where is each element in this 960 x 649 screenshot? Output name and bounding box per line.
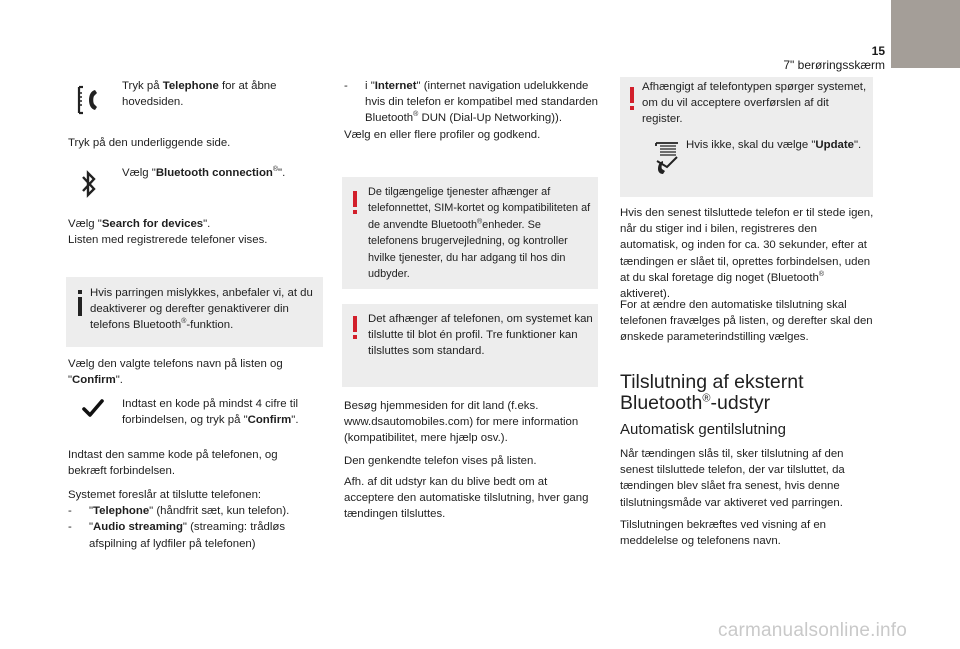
info-i-icon	[74, 290, 86, 316]
step-bluetooth: Vælg "Bluetooth connection®".	[122, 166, 286, 179]
section-heading: Tilslutning af eksternt Bluetooth®-udstyr	[620, 371, 804, 414]
press-below-text: Tryk på den underliggende side.	[68, 137, 231, 149]
subheading: Automatisk gentilslutning	[620, 421, 786, 438]
warning-2-text: Det afhænger af telefonen, om systemet kan tilslutte til blot én profil. Tre funktioner kan tilsluttes som standard.	[368, 313, 593, 358]
visit-text: Besøg hjemmesiden for dit land (f.eks. www.dsautomobiles.com) for mere information (kompatibilitet, mere hjælp osv.).	[344, 400, 579, 445]
warning-box-1	[342, 177, 598, 289]
paragraph-2: For at ændre den automatiske tilslutning skal telefonen fravælges på listen, og derefter skal den ønskede parameterindstilling vælges.	[620, 299, 873, 344]
bluetooth-icon	[80, 168, 98, 200]
system-suggests: Systemet foreslår at tilslutte telefonen: - "Telephone" (håndfrit sæt, kun telefon). - "Audio streaming" (streaming: trådløs afspilning af lydfiler på telefonen)	[68, 487, 318, 552]
list-item: - "Telephone" (håndfrit sæt, kun telefon).	[68, 505, 290, 518]
paragraph-1: Hvis den senest tilsluttede telefon er til stede igen, når du stiger ind i bilen, registreres den automatisk, og inden for ca. 30 sekunder, efter at tændingen er slået til, oprettes forbindelsen, uden at du skal foretage dig noget (Bluetooth® aktiveret).	[620, 207, 874, 301]
warning-box-3	[620, 77, 873, 197]
accept-text: Afh. af dit udstyr kan du blive bedt om at acceptere den automatiske tilslutning, hver gang tændingen tilsluttes.	[344, 476, 589, 521]
watermark: carmanualsonline.info	[718, 620, 908, 641]
select-name-text: Vælg den valgte telefons navn på listen og "Confirm".	[68, 358, 283, 387]
exclamation-icon	[352, 191, 358, 215]
warning-1-text: De tilgængelige tjenester afhænger af telefonnettet, SIM-kortet og kompatibiliteten af de anvendte Bluetooth®enheder. Se telefonens brugervejledning, og kontroller hvilke tjenester, du har adgang til hos din udbyder.	[368, 186, 591, 281]
phone-handset-icon	[75, 83, 103, 117]
exclamation-icon	[352, 316, 358, 340]
step-code: Indtast en kode på mindst 4 cifre til forbindelsen, og tryk på "Confirm".	[122, 398, 299, 427]
choose-profiles-text: Vælg en eller flere profiler og godkend.	[344, 128, 541, 141]
list-item: - "Audio streaming" (streaming: trådløs afspilning af lydfiler på telefonen)	[68, 521, 286, 550]
warning-3-text: Afhængigt af telefontypen spørger systemet, om du vil acceptere overførslen af dit register.	[642, 81, 867, 126]
check-mark-icon	[82, 399, 104, 417]
internet-item: - i "Internet" (internet navigation udelukkende hvis din telefon er kompatibel med standarden Bluetooth® DUN (Dial-Up Networking)). Vælg en eller flere profiler og godkend.	[344, 78, 598, 143]
exclamation-icon	[629, 87, 635, 111]
page-number: 15	[871, 44, 885, 58]
section-title: 7" berøringsskærm	[783, 58, 885, 72]
step-telephone: Tryk på Telephone for at åbne hovedsiden.	[122, 80, 277, 109]
info-text: Hvis parringen mislykkes, anbefaler vi, at du deaktiverer og derefter genaktiverer din telefons Bluetooth®-funktion.	[90, 287, 313, 332]
enter-same-text: Indtast den samme kode på telefonen, og bekræft forbindelsen.	[68, 449, 278, 478]
update-text: Hvis ikke, skal du vælge "Update".	[686, 139, 862, 151]
recognized-text: Den genkendte telefon vises på listen.	[344, 455, 537, 467]
paragraph-4: Tilslutningen bekræftes ved visning af en meddelelse og telefonens navn.	[620, 519, 826, 548]
select-search-text: Vælg "Search for devices". Listen med registrerede telefoner vises.	[68, 218, 268, 247]
contacts-sync-icon	[654, 141, 680, 175]
paragraph-3: Når tændingen slås til, sker tilslutning af den senest tilsluttede telefon, der var tilsluttet, da tændingen blev slået fra senest, hvis denne tilslutningsmåde var aktiveret ved parringen.	[620, 448, 845, 509]
header-tab	[891, 0, 960, 68]
warning-box-2	[342, 304, 598, 387]
info-box	[66, 277, 323, 347]
